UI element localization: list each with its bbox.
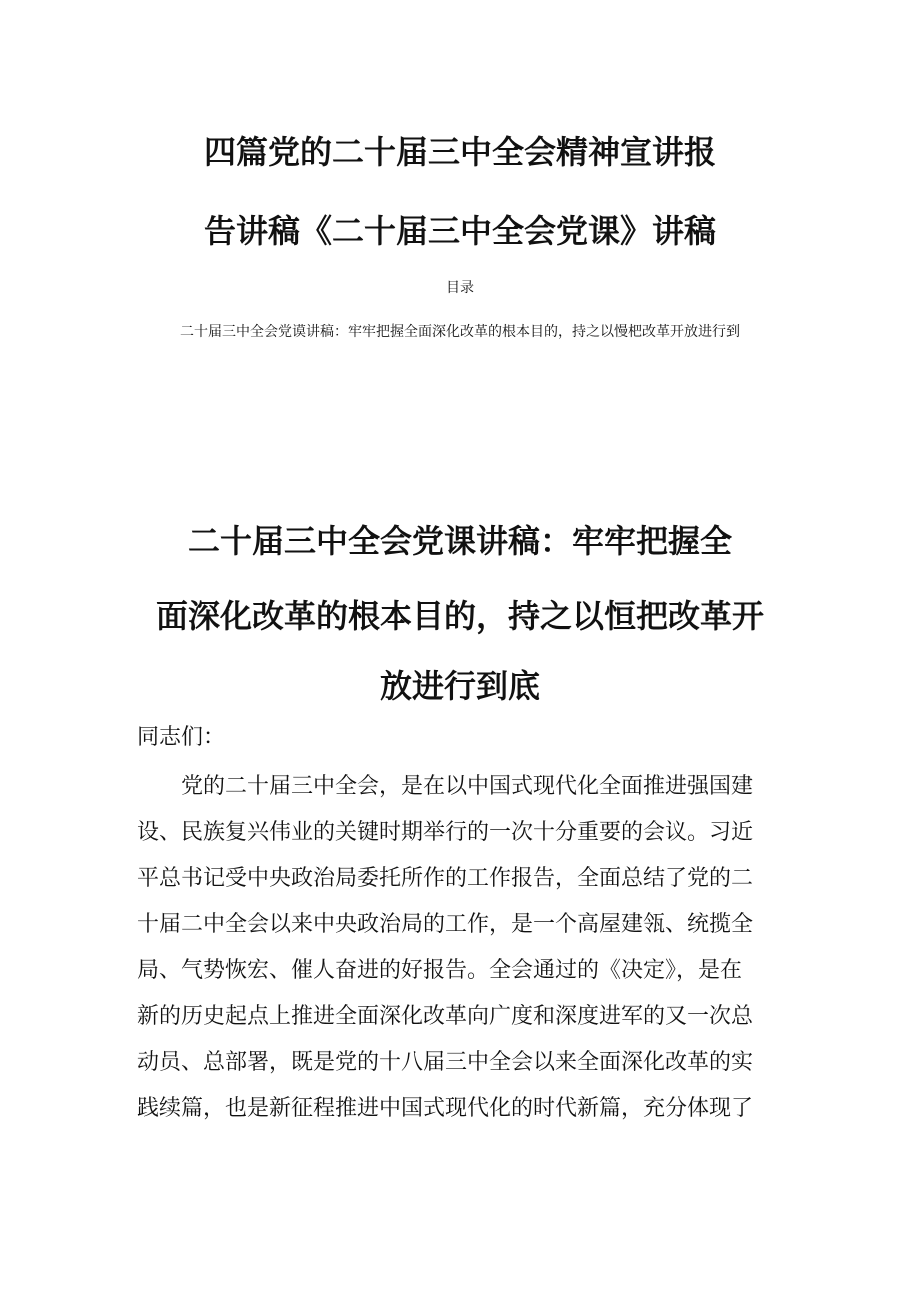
salutation: 同志们： (137, 725, 226, 750)
section-title-line-2: 面深化改革的根本目的，持之以恒把改革开 (155, 597, 764, 635)
body-line: 新的历史起点上推进全面深化改革向广度和深度进军的又一次总 (137, 1004, 754, 1029)
document-title-line-2: 告讲稿《二十届三中全会党课》讲稿 (203, 212, 716, 250)
toc-heading: 目录 (446, 280, 474, 296)
document-title-line-1: 四篇党的二十届三中全会精神宣讲报 (203, 133, 716, 171)
body-line: 践续篇，也是新征程推进中国式现代化的时代新篇，充分体现了 (137, 1096, 754, 1121)
section-title-line-1: 二十届三中全会党课讲稿：牢牢把握全 (187, 522, 732, 560)
body-line: 十届二中全会以来中央政治局的工作，是一个高屋建瓴、统揽全 (137, 912, 754, 937)
section-title-line-3: 放进行到底 (379, 667, 540, 705)
body-line: 党的二十届三中全会，是在以中国式现代化全面推进强国建 (137, 774, 754, 799)
body-line: 局、气势恢宏、催人奋进的好报告。全会通过的《决定》，是在 (137, 958, 743, 983)
body-line: 设、民族复兴伟业的关键时期举行的一次十分重要的会议。习近 (137, 820, 754, 845)
toc-entry[interactable]: 二十届三中全会党谟讲稿：牢牢把握全面深化改革的根本目的，持之以慢杷改革开放进行到 (180, 324, 740, 340)
body-line: 动员、总部署，既是党的十八届三中全会以来全面深化改革的实 (137, 1050, 754, 1075)
body-line: 平总书记受中央政治局委托所作的工作报告，全面总结了党的二 (137, 866, 754, 891)
